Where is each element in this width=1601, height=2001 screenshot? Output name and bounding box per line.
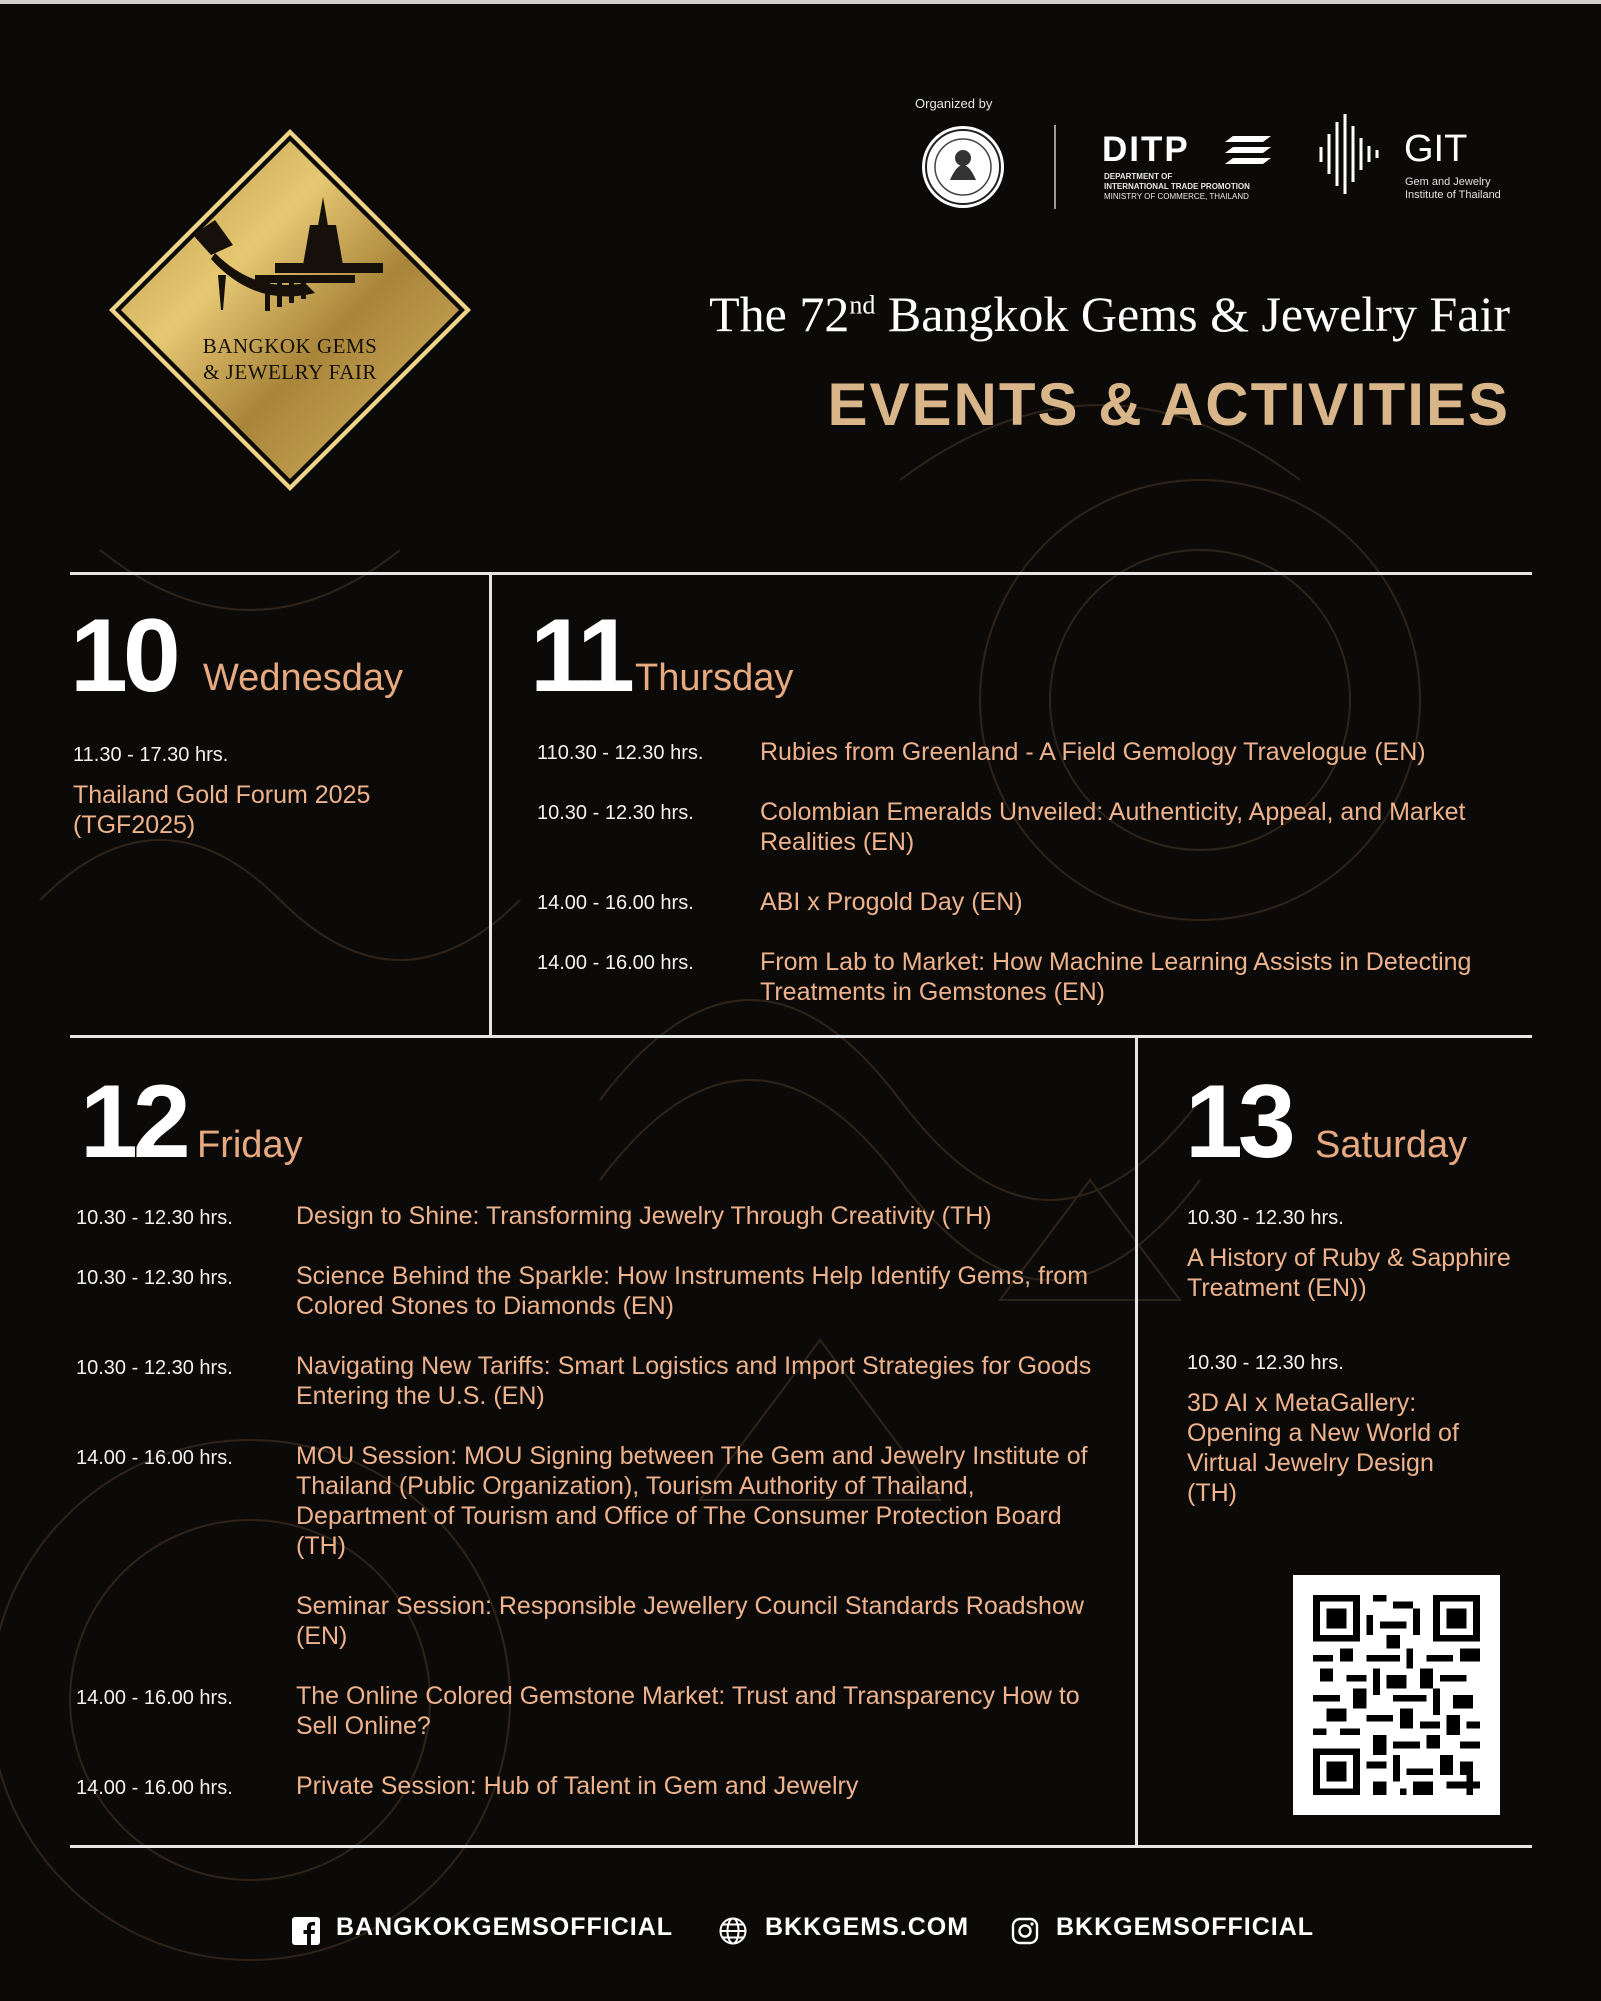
facebook-icon[interactable] (292, 1917, 320, 1945)
day-11-event-4-title: From Lab to Market: How Machine Learning Assists in Detecting Treatments in Gemstones (EN) (760, 948, 1472, 1006)
day-12-event-2-title: Science Behind the Sparkle: How Instruments Help Identify Gems, from Colored Stones to Diamonds (EN) (296, 1262, 1089, 1320)
grid-line-top (70, 572, 1532, 575)
logo-text (175, 333, 405, 385)
day-11-event-2-title: Colombian Emeralds Unveiled: Authenticity, Appeal, and Market Realities (EN) (760, 798, 1466, 856)
day-12-event-3-title: Navigating New Tariffs: Smart Logistics and Import Strategies for Goods Entering the U.S. (EN) (296, 1352, 1092, 1410)
day-12-event-1-title: Design to Shine: Transforming Jewelry Through Creativity (TH) (296, 1202, 992, 1230)
day-12-event-4-title: MOU Session: MOU Signing between The Gem and Jewelry Institute of Thailand (Public Organization), Tourism Authority of Thailand, Department of Tourism and Office of The Consumer Protection Board (TH) (296, 1442, 1088, 1560)
organized-by-label: Organized by (915, 96, 993, 111)
grid-line-bottom (70, 1845, 1532, 1848)
day-10-event-1-time: 11.30 - 17.30 hrs. (73, 744, 229, 766)
government-seal-icon (920, 124, 1006, 210)
globe-icon[interactable] (719, 1917, 747, 1945)
day-11-name: Thursday (635, 657, 794, 699)
fair-title-sup: nd (849, 290, 876, 320)
day-13-event-1-time: 10.30 - 12.30 hrs. (1187, 1207, 1344, 1229)
day-11-event-3-time: 14.00 - 16.00 hrs. (537, 892, 694, 914)
day-12-number: 12 (80, 1064, 186, 1180)
day-12-event-4-time: 14.00 - 16.00 hrs. (76, 1447, 233, 1469)
facebook-link[interactable]: BANGKOKGEMSOFFICIAL (336, 1913, 674, 1941)
day-11-event-3-title: ABI x Progold Day (EN) (760, 888, 1023, 916)
fair-title (560, 285, 1510, 343)
day-12-event-3-time: 10.30 - 12.30 hrs. (76, 1357, 233, 1379)
day-10-event-1-title: Thailand Gold Forum 2025 (TGF2025) (73, 781, 371, 839)
ditp-sub-3: MINISTRY OF COMMERCE, THAILAND (1104, 192, 1249, 201)
qr-code[interactable] (1293, 1575, 1500, 1815)
fair-logo (105, 125, 475, 495)
logo-line-2: & JEWELRY FAIR (203, 360, 377, 384)
day-12-event-5-title: Seminar Session: Responsible Jewellery Council Standards Roadshow (EN) (296, 1592, 1084, 1650)
instagram-link[interactable]: BKKGEMSOFFICIAL (1056, 1913, 1315, 1941)
day-12-event-7-time: 14.00 - 16.00 hrs. (76, 1777, 233, 1799)
top-border (0, 0, 1601, 4)
instagram-icon[interactable] (1011, 1917, 1039, 1945)
grid-line-v2 (1135, 1035, 1138, 1847)
git-sub-1: Gem and Jewelry (1405, 176, 1491, 188)
git-subtitle (1405, 176, 1545, 202)
fair-title-pre: The 72 (709, 286, 850, 342)
grid-line-mid (70, 1035, 1532, 1038)
grid-line-v1 (489, 572, 492, 1035)
day-13-event-2-title: 3D AI x MetaGallery: Opening a New World of Virtual Jewelry Design (TH) (1187, 1389, 1459, 1507)
day-13-number: 13 (1185, 1064, 1291, 1180)
day-12-event-2-time: 10.30 - 12.30 hrs. (76, 1267, 233, 1289)
day-11-event-2-time: 10.30 - 12.30 hrs. (537, 802, 694, 824)
day-13-event-1-title: A History of Ruby & Sapphire Treatment (EN)) (1187, 1244, 1511, 1302)
website-link[interactable]: BKKGEMS.COM (765, 1913, 970, 1941)
organizer-divider (1054, 125, 1056, 209)
day-11-event-1-title: Rubies from Greenland - A Field Gemology Travelogue (EN) (760, 738, 1426, 766)
day-12-event-6-title: The Online Colored Gemstone Market: Trust and Transparency How to Sell Online? (296, 1682, 1080, 1740)
logo-line-1: BANGKOK GEMS (202, 334, 378, 358)
ditp-sub-1: DEPARTMENT OF (1104, 172, 1173, 181)
events-title: EVENTS & ACTIVITIES (827, 371, 1510, 438)
day-12-event-1-time: 10.30 - 12.30 hrs. (76, 1207, 233, 1229)
day-11-event-1-time: 110.30 - 12.30 hrs. (537, 742, 704, 764)
day-13-event-2-time: 10.30 - 12.30 hrs. (1187, 1352, 1344, 1374)
day-12-event-6-time: 14.00 - 16.00 hrs. (76, 1687, 233, 1709)
day-13-name: Saturday (1315, 1124, 1468, 1166)
ditp-lines-icon (1225, 136, 1271, 164)
day-10-name: Wednesday (203, 657, 403, 699)
day-12-name: Friday (197, 1124, 303, 1166)
git-logo: GIT (1404, 128, 1468, 170)
day-11-event-4-time: 14.00 - 16.00 hrs. (537, 952, 694, 974)
ditp-sub-2: INTERNATIONAL TRADE PROMOTION (1104, 182, 1250, 191)
ditp-subtitle (1104, 172, 1284, 202)
day-12-event-7-title: Private Session: Hub of Talent in Gem and Jewelry (296, 1772, 859, 1800)
ditp-logo: DITP (1102, 130, 1190, 169)
day-10-number: 10 (70, 598, 176, 714)
qr-code-icon (1313, 1595, 1480, 1795)
git-sub-2: Institute of Thailand (1405, 189, 1501, 201)
git-mark-icon (1315, 112, 1383, 196)
day-11-number: 11 (530, 598, 630, 714)
fair-title-post: Bangkok Gems & Jewelry Fair (875, 286, 1510, 342)
